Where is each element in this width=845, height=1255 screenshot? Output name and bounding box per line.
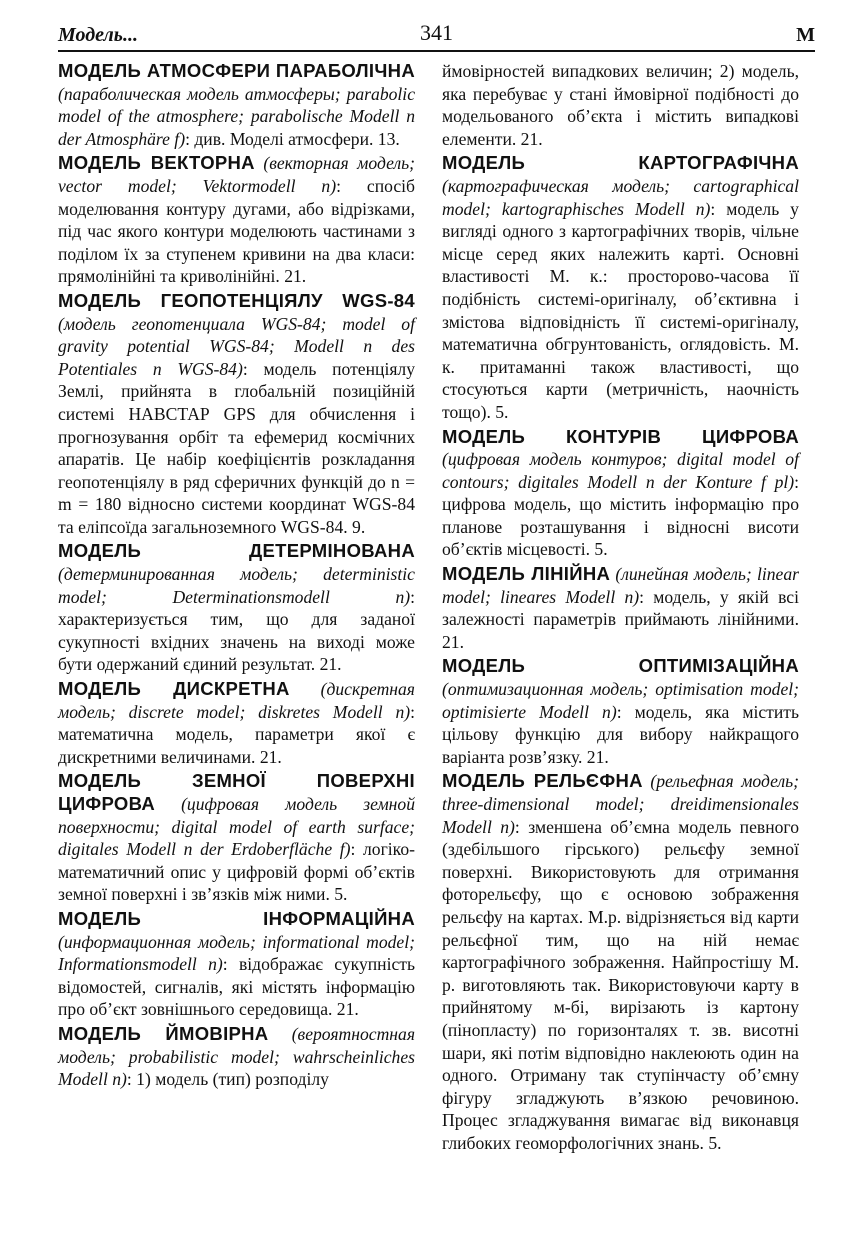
entry-contours-model [442,426,799,562]
entry-definition: : цифрова модель, що містить інформацію про планове розташування і відносні висоти об’єктів місцевості. 5. [442,471,799,560]
page-header [58,14,815,52]
entry-term: МОДЕЛЬ ЛІНІЙНА [442,563,611,585]
entry-definition: : див. Моделі атмосфери. 13. [185,128,400,149]
entry-term: МОДЕЛЬ ІНФОРМАЦІЙНА [58,907,415,929]
entry-definition: : відображає сукупність відомостей, сигналів, які містять інформацію про об’єкт зовнішнього середовища. 21. [58,954,415,1020]
entry-informational-model [58,908,415,1021]
running-head: Модель... [58,24,138,46]
entry-deterministic-model [58,540,415,676]
entry-discrete-model [58,678,415,768]
entry-term: МОДЕЛЬ КАРТОГРАФІЧНА [442,152,799,174]
right-column [442,60,799,1157]
entry-optimisation-model [442,655,799,768]
entry-term: МОДЕЛЬ ДИСКРЕТНА [58,678,290,700]
entry-definition: : спосіб моделювання контуру дугами, або відрізками, під час якого контури моделюють частинами з поділом їх за ступенем кривини на два класи: прямолінійні та криволінійні. 21. [58,175,415,287]
entry-term: МОДЕЛЬ ГЕОПОТЕНЦІЯЛУ WGS-84 [58,289,415,311]
entry-term: МОДЕЛЬ РЕЛЬЄФНА [442,770,643,792]
page-number: 341 [420,20,453,45]
entry-equivalents: (информационная модель; informational model; Informationsmodell n) [58,931,415,975]
entry-term: МОДЕЛЬ КОНТУРІВ ЦИФРОВА [442,425,799,447]
entry-definition: : математична модель, параметри якої є дискретними величинами. 21. [58,701,415,767]
entry-term: МОДЕЛЬ ЙМОВІРНА [58,1022,269,1044]
entry-equivalents: (оптимизационная модель; optimisation model; optimisierte Modell n) [442,679,799,722]
entry-equivalents: (картографическая модель; cartographical model; kartographisches Modell n) [442,175,799,219]
entry-geopotential-model [58,290,415,539]
entry-equivalents: (векторная модель; vector model; Vektormodell n) [58,153,415,196]
entry-definition: ймовірностей випадкових величин; 2) модель, яка перебуває у стані ймовірної подібності до модельованого об’єкта і містить випадкові елементи. 21. [442,61,799,149]
entry-equivalents: (дискретная модель; discrete model; diskretes Modell n) [58,679,415,722]
entry-probabilistic-model-continued [442,60,799,150]
entry-equivalents: (параболическая модель атмосферы; parabolic model of the atmosphere; parabolische Modell n der Atmosphäre f) [58,83,415,149]
entry-equivalents: (модель геопотенциала WGS-84; model of gravity potential WGS-84; Modell n des Potentiales n WGS-84) [58,313,415,379]
entry-equivalents: (детерминированная модель; deterministic model; Determinationsmodell n) [58,564,415,607]
entry-equivalents: (вероятностная модель; probabilistic model; wahrscheinliches Modell n) [58,1023,415,1090]
entry-term: МОДЕЛЬ АТМОСФЕРИ ПАРАБОЛІЧНА [58,60,415,81]
entry-linear-model [442,563,799,653]
entry-equivalents: (цифровая модель земной поверхности; digital model of earth surface; digitales Modell n der Erdoberfläche f) [58,794,415,860]
entry-probabilistic-model [58,1023,415,1091]
entry-term: МОДЕЛЬ ДЕТЕРМІНОВАНА [58,540,415,562]
entry-equivalents: (цифровая модель контуров; digital model of contours; digitales Modell n der Konture f pl) [442,449,799,492]
entry-definition: : модель, яка містить цільову функцію для вибору найкращого варіанта розв’язку. 21. [442,701,799,767]
entry-definition: : 1) модель (тип) розподілу [126,1069,329,1090]
entry-equivalents: (линейная модель; linear model; lineares Modell n) [442,564,799,607]
entry-vector-model [58,152,415,288]
entry-term: МОДЕЛЬ ОПТИМІЗАЦІЙНА [442,655,799,677]
entry-definition: : характеризується тим, що для заданої сукупності вхідних значень на виході може бути одержаний єдиний результат. 21. [58,586,415,675]
left-column [58,60,415,1093]
entry-atmosphere-model [58,60,415,150]
entry-definition: : модель, у якій всі залежності параметрів приймають лінійними. 21. [442,586,799,652]
entry-definition: : зменшена об’ємна модель певного (здебільшого гірського) рельєфу земної поверхні. Використовують для отримання фоторельєфу, що є основою зображення рельєфу на картах. М.р. відрізняється від карти рельєфної тим, що на ній немає картографічного зображення. Найпростішу М. р. виготовляють так. Використовуючи карту в прийнятому м-бі, вирізають із картону (пінопласту) по горизонталях т. зв. висотні шари, які потім відповідно наклеюють один на одного. Отриману так ступінчасту об’ємну фігуру згладжують в’язкою речовиною. Процес згладжування вимагає від виконавця глибоких геоморфологічних знань. 5. [442,816,799,1153]
entry-term: МОДЕЛЬ ВЕКТОРНА [58,152,255,174]
entry-definition: : модель у вигляді одного з картографічних творів, чільне місце серед яких належить карті. Основні властивості М. к.: просторово-часова її подібність системі-оригіналу, об’єктивна і змістова відповідність її системі-оригіналу, математична обгрунтованість, оглядовість. М. к. притаманні також властивості, що стосуються карти (метричність, наочність тощо). 5. [442,198,799,422]
entry-cartographical-model [442,152,799,423]
entry-definition: : модель потенціялу Землі, прийнята в глобальній позиційній системі НАВСТАР GPS для обчислення і прогнозування орбіт та ефемерид космічних апаратів. Це набір коефіцієнтів розкладання геопотенціялу в ряд сферичних функцій до n = m = 180 відносно системи координат WGS-84 та еліпсоїда загальноземного WGS-84. 9. [58,358,415,537]
entry-earth-surface-model [58,770,415,906]
entry-relief-model [442,770,799,1154]
entry-equivalents: (рельефная модель; three-dimensional model; dreidimensionales Modell n) [442,771,800,837]
section-letter: М [796,24,815,46]
entry-definition: : логіко-математичний опис у цифровій формі об’єктів земної поверхні і зв’язків між ними. 5. [58,839,415,905]
entry-term: МОДЕЛЬ ЗЕМНОЇ ПОВЕРХНІ ЦИФРОВА [58,770,415,814]
